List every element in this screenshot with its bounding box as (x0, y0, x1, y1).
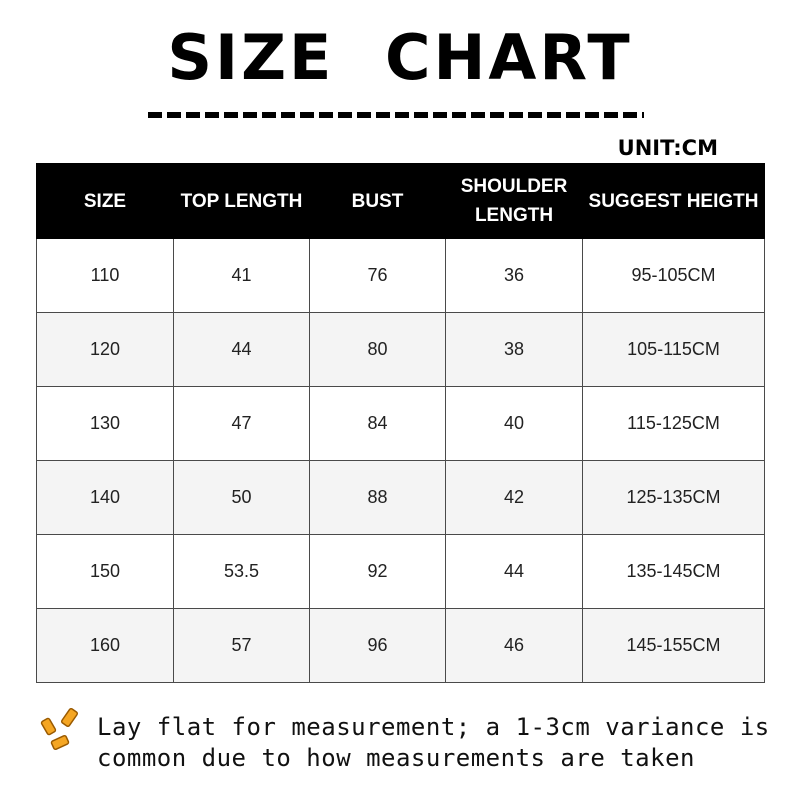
cell-suggest-height: 125-135CM (583, 461, 765, 535)
table-header-row (37, 164, 765, 239)
cell-suggest-height: 115-125CM (583, 387, 765, 461)
column-header-top-length: TOP LENGTH (174, 164, 310, 239)
table-row (37, 387, 765, 461)
size-table (36, 163, 765, 683)
cell-suggest-height: 105-115CM (583, 313, 765, 387)
table-row (37, 535, 765, 609)
cell-size: 120 (37, 313, 174, 387)
cell-size: 150 (37, 535, 174, 609)
cell-shoulder-length: 46 (446, 609, 583, 683)
cell-bust: 88 (310, 461, 446, 535)
cell-size: 110 (37, 239, 174, 313)
cell-shoulder-length: 38 (446, 313, 583, 387)
dashed-divider (148, 112, 644, 118)
cell-shoulder-length: 44 (446, 535, 583, 609)
table-row (37, 609, 765, 683)
table-row (37, 313, 765, 387)
column-header-suggest-height: SUGGEST HEIGTH (583, 164, 765, 239)
measurement-note (97, 712, 777, 774)
cell-bust: 92 (310, 535, 446, 609)
cell-shoulder-length: 40 (446, 387, 583, 461)
cell-top-length: 41 (174, 239, 310, 313)
cell-size: 140 (37, 461, 174, 535)
note-line-2: common due to how measurements are taken (97, 744, 695, 772)
unit-label: UNIT:CM (617, 136, 718, 160)
cell-size: 130 (37, 387, 174, 461)
cell-bust: 96 (310, 609, 446, 683)
cell-top-length: 57 (174, 609, 310, 683)
cell-top-length: 50 (174, 461, 310, 535)
column-header-bust: BUST (310, 164, 446, 239)
sparkle-icon (40, 705, 86, 753)
cell-bust: 80 (310, 313, 446, 387)
cell-bust: 84 (310, 387, 446, 461)
cell-bust: 76 (310, 239, 446, 313)
note-line-1: Lay flat for measurement; a 1-3cm variance is (97, 713, 770, 741)
cell-top-length: 44 (174, 313, 310, 387)
page-title: SIZE CHART (167, 21, 633, 94)
cell-shoulder-length: 36 (446, 239, 583, 313)
cell-suggest-height: 135-145CM (583, 535, 765, 609)
cell-size: 160 (37, 609, 174, 683)
cell-suggest-height: 145-155CM (583, 609, 765, 683)
column-header-size: SIZE (37, 164, 174, 239)
table-body (37, 239, 765, 683)
column-header-shoulder-length: SHOULDER LENGTH (446, 164, 583, 239)
cell-top-length: 47 (174, 387, 310, 461)
cell-shoulder-length: 42 (446, 461, 583, 535)
cell-suggest-height: 95-105CM (583, 239, 765, 313)
table-row (37, 239, 765, 313)
cell-top-length: 53.5 (174, 535, 310, 609)
table-row (37, 461, 765, 535)
